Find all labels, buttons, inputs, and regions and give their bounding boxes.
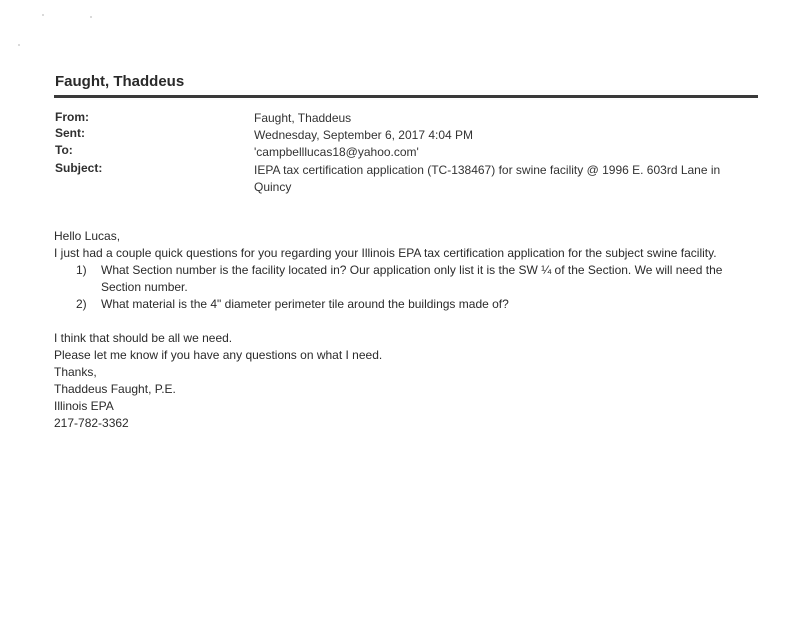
from-label: From: (55, 110, 89, 124)
question-text: What Section number is the facility located in? Our application only list it is the SW ¼ of the Section. We will need the Section number. (101, 263, 723, 294)
intro-paragraph: I just had a couple quick questions for you regarding your Illinois EPA tax certification application for the subject swine facility. (54, 246, 717, 260)
header-divider (54, 95, 758, 98)
to-value: 'campbelllucas18@yahoo.com' (254, 145, 419, 159)
subject-label: Subject: (55, 161, 103, 175)
sent-value: Wednesday, September 6, 2017 4:04 PM (254, 128, 474, 142)
closing-line: I think that should be all we need. (54, 331, 233, 345)
question-item (54, 262, 754, 296)
question-text: What material is the 4" diameter perimeter tile around the buildings made of? (101, 297, 509, 311)
signature-name: Thaddeus Faught, P.E. (54, 382, 176, 396)
scan-speck (42, 14, 44, 16)
email-body (54, 228, 754, 432)
question-list (54, 262, 754, 313)
signature-org: Illinois EPA (54, 399, 114, 413)
scan-speck (18, 44, 20, 46)
signature-phone: 217-782-3362 (54, 416, 129, 430)
sender-heading: Faught, Thaddeus (55, 73, 185, 90)
subject-value: IEPA tax certification application (TC-138467) for swine facility @ 1996 E. 603rd Lane in Quincy (254, 163, 721, 194)
closing-line: Please let me know if you have any questions on what I need. (54, 348, 383, 362)
from-value: Faught, Thaddeus (254, 111, 352, 125)
to-label: To: (55, 143, 73, 157)
question-number: 2) (76, 297, 87, 311)
signoff: Thanks, (54, 365, 97, 379)
scan-speck (90, 16, 92, 18)
greeting: Hello Lucas, (54, 229, 121, 243)
question-item (54, 296, 754, 313)
question-number: 1) (76, 263, 87, 277)
sent-label: Sent: (55, 126, 85, 140)
